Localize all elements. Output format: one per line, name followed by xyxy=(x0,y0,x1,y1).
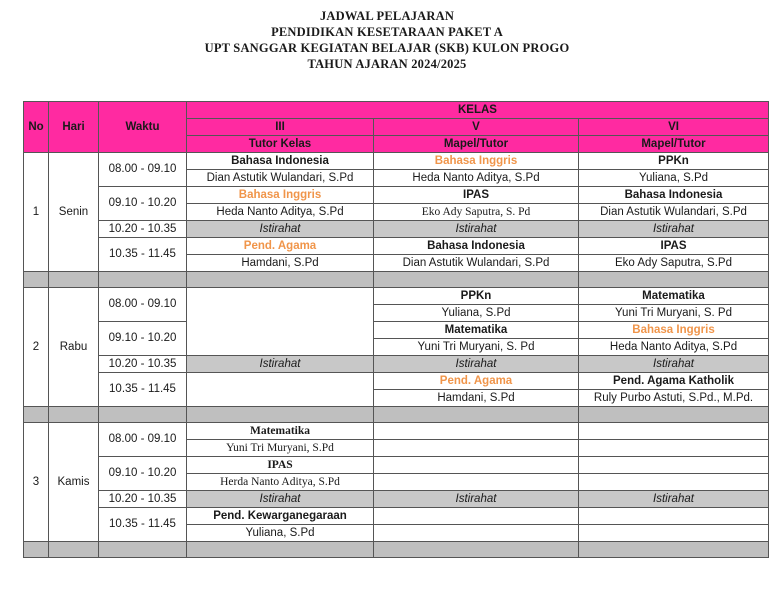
time-slot: 10.35 - 11.45 xyxy=(99,508,187,542)
subject-cell: Bahasa Indonesia xyxy=(374,238,579,255)
header-waktu: Waktu xyxy=(99,102,187,153)
time-slot: 09.10 - 10.20 xyxy=(99,322,187,356)
time-slot: 08.00 - 09.10 xyxy=(99,423,187,457)
empty-cell xyxy=(187,288,374,356)
day-name: Senin xyxy=(49,153,99,272)
tutor-cell: Yuni Tri Muryani, S.Pd xyxy=(187,440,374,457)
empty-cell xyxy=(579,525,769,542)
tutor-cell: Heda Nanto Aditya, S.Pd xyxy=(374,170,579,187)
day-separator xyxy=(24,407,769,423)
tutor-cell: Ruly Purbo Astuti, S.Pd., M.Pd. xyxy=(579,390,769,407)
header-kelas: KELAS xyxy=(187,102,769,119)
break-cell: Istirahat xyxy=(579,491,769,508)
break-cell: Istirahat xyxy=(579,221,769,238)
title-line-3: UPT SANGGAR KEGIATAN BELAJAR (SKB) KULON PROGO xyxy=(204,41,570,55)
time-slot: 10.20 - 10.35 xyxy=(99,221,187,238)
header-class-v: V xyxy=(374,119,579,136)
empty-cell xyxy=(374,440,579,457)
tutor-cell: Yuni Tri Muryani, S. Pd xyxy=(374,339,579,356)
title-line-2: PENDIDIKAN KESETARAAN PAKET A xyxy=(271,25,503,39)
subject-cell: Bahasa Inggris xyxy=(374,153,579,170)
break-cell: Istirahat xyxy=(187,221,374,238)
time-slot: 08.00 - 09.10 xyxy=(99,288,187,322)
header-role-v: Mapel/Tutor xyxy=(374,136,579,153)
title-line-4: TAHUN AJARAN 2024/2025 xyxy=(307,57,467,71)
empty-cell xyxy=(579,457,769,474)
header-class-iii: III xyxy=(187,119,374,136)
empty-cell xyxy=(579,423,769,440)
day-separator xyxy=(24,542,769,558)
subject-cell: Pend. Agama xyxy=(374,373,579,390)
subject-cell: IPAS xyxy=(374,187,579,204)
header-hari: Hari xyxy=(49,102,99,153)
time-slot: 10.35 - 11.45 xyxy=(99,238,187,272)
tutor-cell: Dian Astutik Wulandari, S.Pd xyxy=(579,204,769,221)
header-class-vi: VI xyxy=(579,119,769,136)
time-slot: 09.10 - 10.20 xyxy=(99,187,187,221)
tutor-cell: Dian Astutik Wulandari, S.Pd xyxy=(374,255,579,272)
time-slot: 09.10 - 10.20 xyxy=(99,457,187,491)
subject-cell: Bahasa Inggris xyxy=(187,187,374,204)
empty-cell xyxy=(374,508,579,525)
day-number: 3 xyxy=(24,423,49,542)
tutor-cell: Hamdani, S.Pd xyxy=(374,390,579,407)
subject-cell: PPKn xyxy=(579,153,769,170)
subject-cell: Bahasa Inggris xyxy=(579,322,769,339)
subject-cell: Bahasa Indonesia xyxy=(579,187,769,204)
empty-cell xyxy=(579,508,769,525)
time-slot: 10.20 - 10.35 xyxy=(99,356,187,373)
break-cell: Istirahat xyxy=(579,356,769,373)
subject-cell: Bahasa Indonesia xyxy=(187,153,374,170)
subject-cell: Pend. Agama xyxy=(187,238,374,255)
tutor-cell: Eko Ady Saputra, S.Pd xyxy=(579,255,769,272)
tutor-cell: Yuliana, S.Pd xyxy=(374,305,579,322)
time-slot: 10.35 - 11.45 xyxy=(99,373,187,407)
title-line-1: JADWAL PELAJARAN xyxy=(319,9,455,23)
empty-cell xyxy=(187,373,374,407)
subject-cell: Matematika xyxy=(579,288,769,305)
tutor-cell: Heda Nanto Aditya, S.Pd xyxy=(187,204,374,221)
subject-cell: IPAS xyxy=(579,238,769,255)
tutor-cell: Eko Ady Saputra, S. Pd xyxy=(374,204,579,221)
time-slot: 10.20 - 10.35 xyxy=(99,491,187,508)
day-number: 1 xyxy=(24,153,49,272)
break-cell: Istirahat xyxy=(187,491,374,508)
header-role-iii: Tutor Kelas xyxy=(187,136,374,153)
empty-cell xyxy=(374,474,579,491)
break-cell: Istirahat xyxy=(374,356,579,373)
break-cell: Istirahat xyxy=(374,491,579,508)
header-role-vi: Mapel/Tutor xyxy=(579,136,769,153)
tutor-cell: Yuni Tri Muryani, S. Pd xyxy=(579,305,769,322)
subject-cell: Pend. Kewarganegaraan xyxy=(187,508,374,525)
tutor-cell: Herda Nanto Aditya, S.Pd xyxy=(187,474,374,491)
break-cell: Istirahat xyxy=(374,221,579,238)
subject-cell: Matematika xyxy=(374,322,579,339)
subject-cell: Pend. Agama Katholik xyxy=(579,373,769,390)
day-separator xyxy=(24,272,769,288)
break-cell: Istirahat xyxy=(187,356,374,373)
empty-cell xyxy=(579,440,769,457)
tutor-cell: Heda Nanto Aditya, S.Pd xyxy=(579,339,769,356)
day-name: Rabu xyxy=(49,288,99,407)
tutor-cell: Yuliana, S.Pd xyxy=(579,170,769,187)
tutor-cell: Dian Astutik Wulandari, S.Pd xyxy=(187,170,374,187)
tutor-cell: Hamdani, S.Pd xyxy=(187,255,374,272)
subject-cell: PPKn xyxy=(374,288,579,305)
day-number: 2 xyxy=(24,288,49,407)
time-slot: 08.00 - 09.10 xyxy=(99,153,187,187)
empty-cell xyxy=(374,457,579,474)
schedule-table xyxy=(23,101,769,558)
empty-cell xyxy=(374,525,579,542)
subject-cell: Matematika xyxy=(187,423,374,440)
header-no: No xyxy=(24,102,49,153)
tutor-cell: Yuliana, S.Pd xyxy=(187,525,374,542)
subject-cell: IPAS xyxy=(187,457,374,474)
document-title xyxy=(0,8,774,72)
empty-cell xyxy=(579,474,769,491)
empty-cell xyxy=(374,423,579,440)
day-name: Kamis xyxy=(49,423,99,542)
